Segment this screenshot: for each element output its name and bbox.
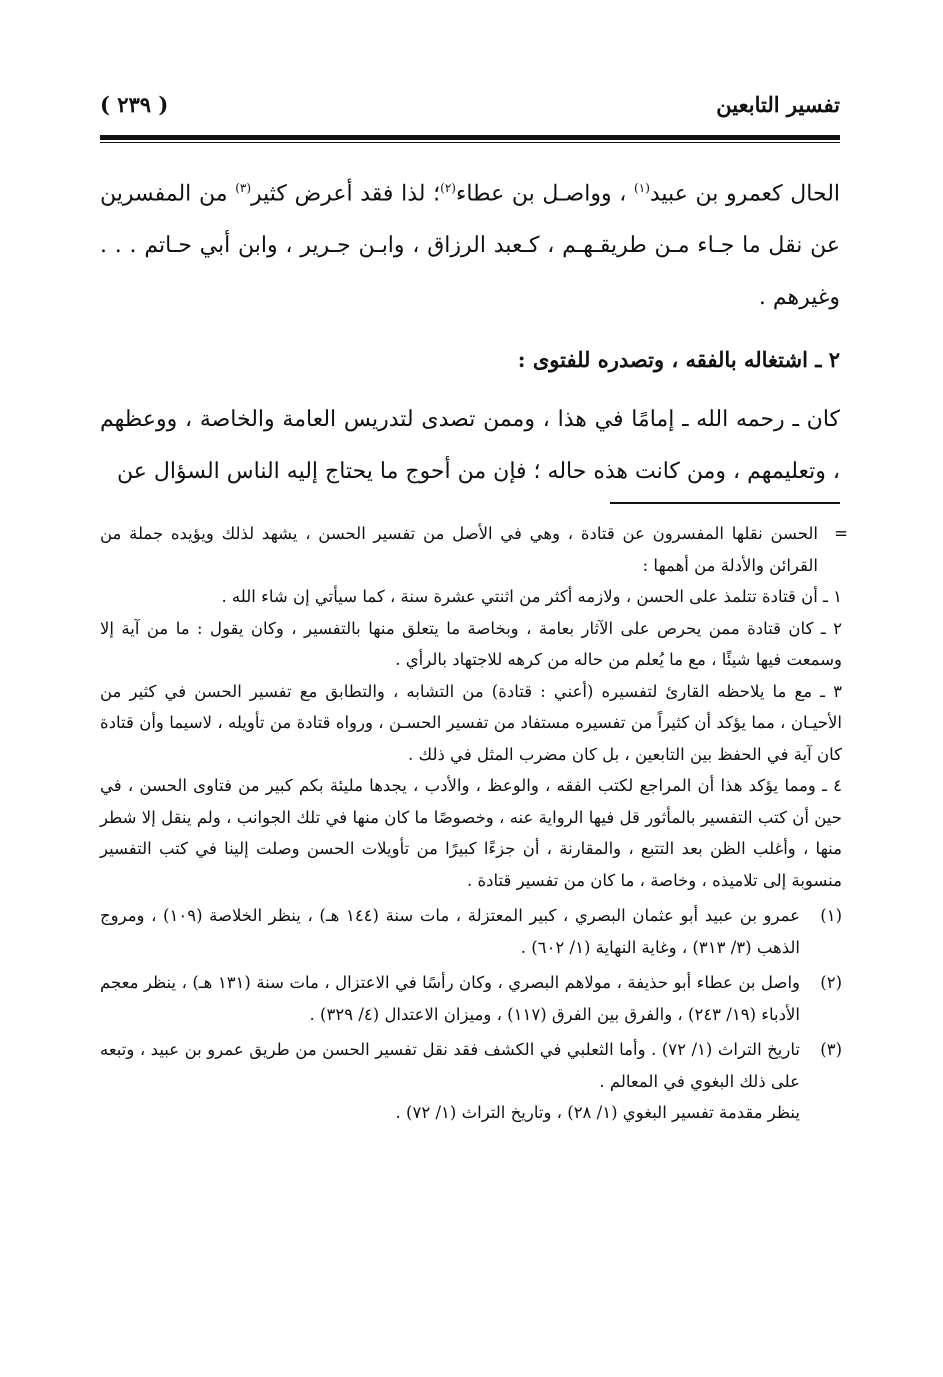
footnote-ref-3: (٣) xyxy=(235,181,252,195)
header-rule-thin xyxy=(100,142,840,143)
footnote-separator xyxy=(610,502,840,504)
header-rule-thick xyxy=(100,135,840,140)
footnote-ref-2: (٢) xyxy=(440,181,456,195)
paragraph-1 xyxy=(100,162,840,324)
footnote-2-number: (٢) xyxy=(820,973,842,992)
footnote-continued xyxy=(100,518,848,581)
continuation-marker: = xyxy=(834,524,848,543)
footnote-3-extra: ينظر مقدمة تفسير البغوي (١/ ٢٨) ، وتاريخ التراث (١/ ٧٢) . xyxy=(395,1103,800,1122)
footnote-ref-1: (١) xyxy=(634,181,650,195)
footnote-point-1: ١ ـ أن قتادة تتلمذ على الحسن ، ولازمه أكثر من اثنتي عشرة سنة ، كما سيأتي إن شاء الله . xyxy=(221,587,842,606)
footnotes xyxy=(100,518,848,1129)
paragraph-1-part-1: الحال كعمرو بن عبيد xyxy=(649,181,841,207)
footnote-point-2: ٢ ـ كان قتادة ممن يحرص على الآثار بعامة ، وبخاصة ما يتعلق منها بالتفسير ، وكان يقول : ما من آية إلا وسمعت فيها شيئًا ، مع ما يُعلم من حاله من كرهه للاجتهاد بالرأي . xyxy=(100,618,842,669)
paragraph-1-part-2: ، وواصـل بن عطاء xyxy=(455,181,635,207)
footnote-point-4: ٤ ـ ومما يؤكد هذا أن المراجع لكتب الفقه ، والوعظ ، والأدب ، يجدها مليئة بكم كبير من فتاوى الحسن ، في حين أن كتب التفسير بالمأثور قل فيها الرواية عنه ، وخصوصًا ما كان منها في تلك الجوانب ، ولم ينقل إلا شطر منها ، وأغلب الظن بعد التتبع ، والمقارنة ، أن جزءًا كبيرًا من تأويلات الحسن وصلت إلينا في كتب التفسير منسوبة إلى تلاميذه ، وخاصة ، ما كان من تفسير قتادة . xyxy=(100,776,842,890)
paragraph-1-part-3: ؛ لذا فقد أعرض كثير xyxy=(251,181,441,207)
paragraph-2: كان ـ رحمه الله ـ إمامًا في هذا ، وممن تصدى لتدريس العامة والخاصة ، ووعظهم ، وتعليمهم ، ومن كانت هذه حاله ؛ فإن من أحوج ما يحتاج إليه الناس السؤال عن xyxy=(100,407,840,485)
footnote-3 xyxy=(100,1034,842,1129)
footnote-2-text: واصل بن عطاء أبو حذيفة ، مولاهم البصري ، وكان رأسًا في الاعتزال ، مات سنة (١٣١ هـ) ، ينظر معجم الأدباء (١٩/ ٢٤٣) ، والفرق بين الفرق (١١٧) ، وميزان الاعتدال (٤/ ٣٢٩) . xyxy=(100,973,800,1024)
running-header xyxy=(100,92,840,132)
footnote-1-text: عمرو بن عبيد أبو عثمان البصري ، كبير المعتزلة ، مات سنة (١٤٤ هـ) ، ينظر الخلاصة (١٠٩) ، ومروج الذهب (٣/ ٣١٣) ، وغاية النهاية (١/ ٦٠٢) . xyxy=(100,906,800,957)
paragraph-1-part-4: من المفسرين عن نقل ما جـاء مـن طريقـهـم ، كـعبد الرزاق ، وابـن جـرير ، وابن أبي حـاتم . . . وغيرهم . xyxy=(100,181,840,311)
footnote-2 xyxy=(100,967,842,1030)
page-number: ( ٢٣٩ ) xyxy=(100,92,169,117)
footnote-1 xyxy=(100,900,842,963)
footnote-3-text: تاريخ التراث (١/ ٧٢) . وأما الثعلبي في الكشف فقد نقل تفسير الحسن من طريق عمرو بن عبيد ، وتبعه على ذلك البغوي في المعالم . xyxy=(100,1040,800,1091)
footnote-continued-text: الحسن نقلها المفسرون عن قتادة ، وهي في الأصل من تفسير الحسن ، يشهد لذلك ويؤيده جملة من القرائن والأدلة من أهمها : xyxy=(100,524,818,575)
section-heading: ٢ ـ اشتغاله بالفقه ، وتصدره للفتوى : xyxy=(517,347,840,373)
footnote-3-number: (٣) xyxy=(820,1040,842,1059)
main-text xyxy=(100,162,840,498)
footnote-point-3: ٣ ـ مع ما يلاحظه القارئ لتفسيره (أعني : قتادة) من التشابه ، والتطابق مع تفسير الحسن في كثير من الأحيـان ، مما يؤكد أن كثيراً من تفسيره مستفاد من تفسير الحسـن ، ورواه قتادة من تأويله ، لاسيما وأن قتادة كان آية في الحفظ بين التابعين ، بل كان مضرب المثل في ذلك . xyxy=(100,681,842,764)
footnote-1-number: (١) xyxy=(820,906,842,925)
header-title: تفسير التابعين xyxy=(716,92,840,117)
